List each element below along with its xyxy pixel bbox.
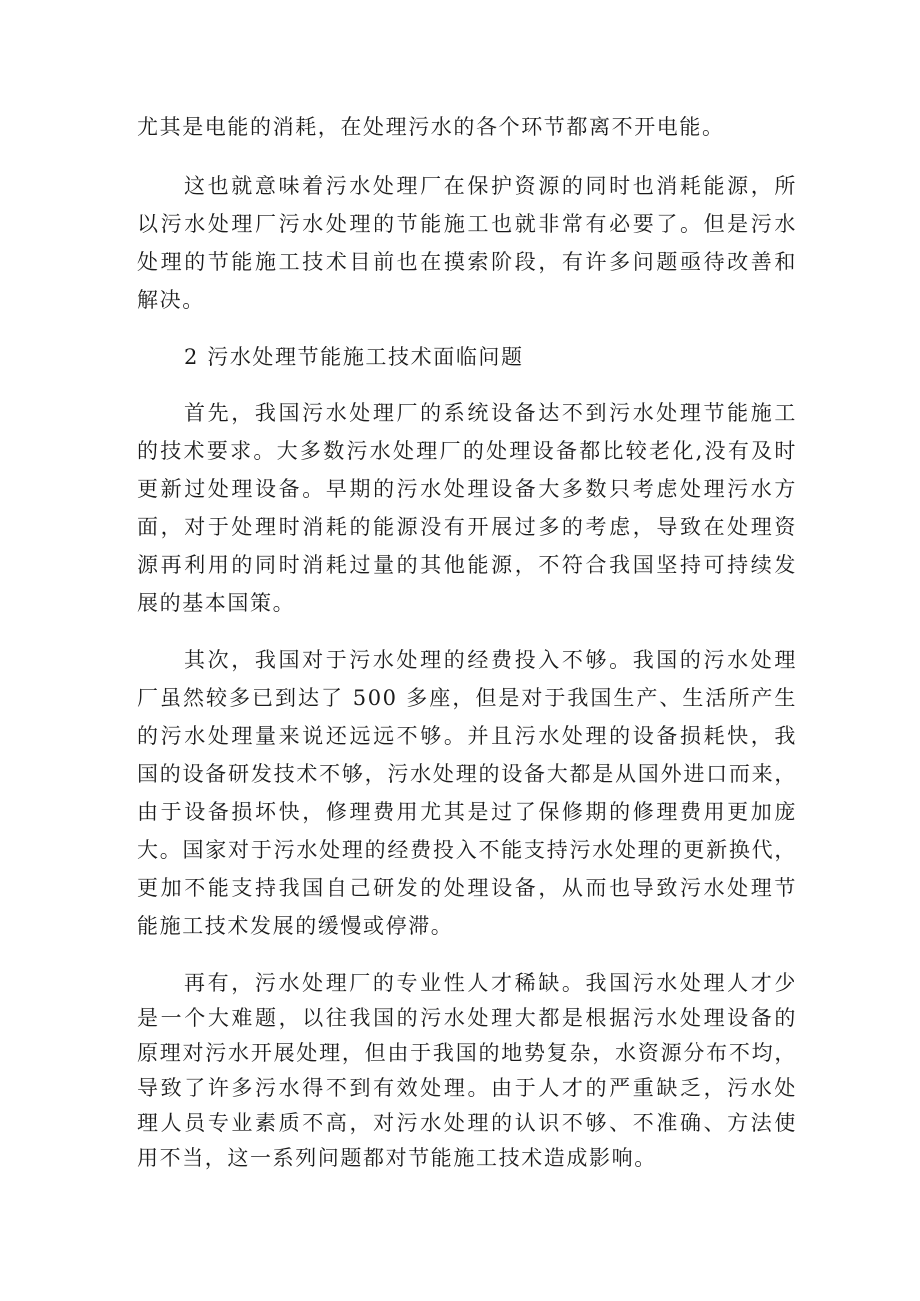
para2-line-4: 面，对于处理时消耗的能源没有开展过多的考虑，导致在处理资 (137, 515, 797, 539)
para1-line-4: 解决。 (137, 288, 205, 312)
para2-line-3: 更新过处理设备。早期的污水处理设备大多数只考虑处理污水方 (137, 477, 797, 501)
para1-line-1: 这也就意味着污水处理厂在保护资源的同时也消耗能源，所 (184, 174, 797, 198)
para4-line-6: 用不当，这一系列问题都对节能施工技术造成影响。 (137, 1146, 657, 1170)
para1-line-3: 处理的节能施工技术目前也在摸索阶段，有许多问题亟待改善和 (137, 250, 797, 274)
para3-line-4: 国的设备研发技术不够，污水处理的设备大都是从国外进口而来， (137, 762, 797, 786)
para2-line-5: 源再利用的同时消耗过量的其他能源，不符合我国坚持可持续发 (137, 553, 797, 577)
para4-line-2: 是一个大难题，以往我国的污水处理大都是根据污水处理设备的 (137, 1006, 797, 1030)
para2-line-1: 首先，我国污水处理厂的系统设备达不到污水处理节能施工 (184, 401, 797, 425)
para1-line-2: 以污水处理厂污水处理的节能施工也就非常有必要了。但是污水 (137, 212, 797, 236)
para2-line-2: 的技术要求。大多数污水处理厂的处理设备都比较老化,没有及时 (137, 439, 797, 463)
para4-line-4: 导致了许多污水得不到有效处理。由于人才的严重缺乏，污水处 (137, 1076, 797, 1100)
para3-line-8: 能施工技术发展的缓慢或停滞。 (137, 914, 454, 938)
para4-line-1: 再有，污水处理厂的专业性人才稀缺。我国污水处理人才少 (184, 971, 797, 995)
para2-line-6: 展的基本国策。 (137, 591, 296, 615)
para3-line-2: 厂虽然较多已到达了 500 多座，但是对于我国生产、生活所产生 (137, 686, 797, 710)
para3-line-3: 的污水处理量来说还远远不够。并且污水处理的设备损耗快，我 (137, 724, 797, 748)
para3-line-7: 更加不能支持我国自己研发的处理设备，从而也导致污水处理节 (137, 876, 797, 900)
section-heading: 2 污水处理节能施工技术面临问题 (184, 345, 524, 369)
para4-line-3: 原理对污水开展处理，但由于我国的地势复杂，水资源分布不均， (137, 1041, 797, 1065)
para3-line-5: 由于设备损坏快，修理费用尤其是过了保修期的修理费用更加庞 (137, 800, 797, 824)
para4-line-5: 理人员专业素质不高，对污水处理的认识不够、不准确、方法使 (137, 1111, 797, 1135)
para3-line-6: 大。国家对于污水处理的经费投入不能支持污水处理的更新换代， (137, 838, 797, 862)
para3-line-1: 其次，我国对于污水处理的经费投入不够。我国的污水处理 (184, 648, 797, 672)
intro-line-1: 尤其是电能的消耗，在处理污水的各个环节都离不开电能。 (137, 115, 725, 139)
